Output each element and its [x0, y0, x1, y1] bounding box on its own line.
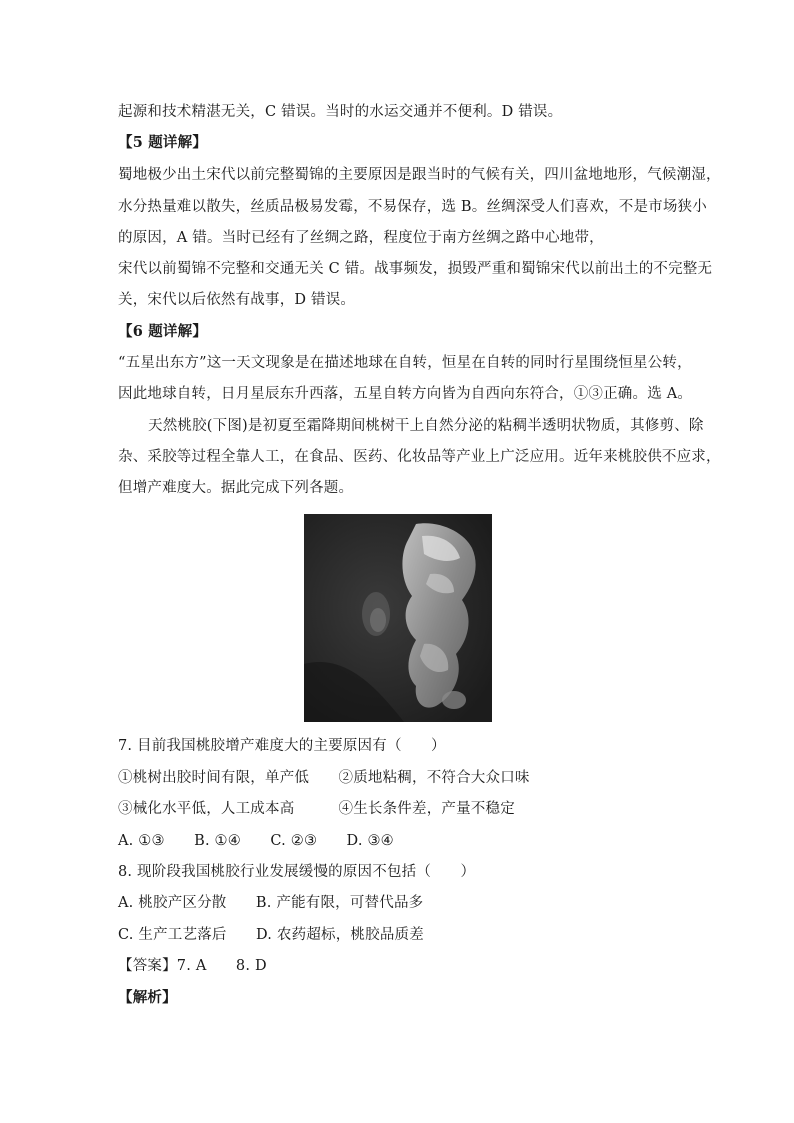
text-line-q5-3: 的原因，A 错。当时已经有了丝绸之路，程度位于南方丝绸之路中心地带，: [118, 230, 604, 246]
heading-q6-explanation: 【6 题详解】: [118, 323, 208, 340]
question-8-choices-row-2: C. 生产工艺落后 D. 农药超标，桃胶品质差: [118, 927, 424, 943]
text-line-q5-4: 宋代以前蜀锦不完整和交通无关 C 错。战事频发，损毁严重和蜀锦宋代以前出土的不完整无: [118, 261, 713, 277]
question-7-stem: 7. 目前我国桃胶增产难度大的主要原因有（ ）: [118, 738, 446, 754]
question-7-options-row-2: ③械化水平低，人工成本高 ④生长条件差，产量不稳定: [118, 801, 515, 817]
question-8-choices-row-1: A. 桃胶产区分散 B. 产能有限，可替代品多: [118, 895, 424, 911]
question-8-stem: 8. 现阶段我国桃胶行业发展缓慢的原因不包括（ ）: [118, 864, 476, 880]
question-7-options-row-1: ①桃树出胶时间有限，单产低 ②质地粘稠，不符合大众口味: [118, 770, 530, 786]
heading-analysis: 【解析】: [118, 989, 177, 1006]
question-7-choices: A. ①③ B. ①④ C. ②③ D. ③④: [118, 833, 394, 849]
text-line-q6-1: “五星出东方”这一天文现象是在描述地球在自转，恒星在自转的同时行星围绕恒星公转，: [118, 355, 692, 371]
text-line-passage-1: 天然桃胶(下图)是初夏至霜降期间桃树干上自然分泌的粘稠半透明状物质，其修剪、除: [148, 418, 704, 434]
text-line-q6-2: 因此地球自转，日月星辰东升西落，五星自转方向皆为自西向东符合，①③正确。选 A。: [118, 386, 693, 402]
text-line-passage-2: 杂、采胶等过程全靠人工，在食品、医药、化妆品等产业上广泛应用。近年来桃胶供不应求，: [118, 449, 721, 465]
text-line-q5-1: 蜀地极少出土宋代以前完整蜀锦的主要原因是跟当时的气候有关，四川盆地地形，气候潮湿，: [118, 167, 721, 183]
text-line-q5-2: 水分热量难以散失，丝质品极易发霉，不易保存，选 B。丝绸深受人们喜欢，不是市场狭小: [118, 199, 707, 215]
peach-gum-photo: [304, 514, 492, 722]
heading-q5-explanation: 【5 题详解】: [118, 134, 208, 151]
text-line-q5-5: 关，宋代以后依然有战事，D 错误。: [118, 292, 356, 308]
text-line-5-option-cd: 起源和技术精湛无关，C 错误。当时的水运交通并不便利。D 错误。: [118, 104, 563, 120]
text-line-passage-3: 但增产难度大。据此完成下列各题。: [118, 480, 354, 496]
answer-line: 【答案】7. A 8. D: [118, 958, 267, 974]
